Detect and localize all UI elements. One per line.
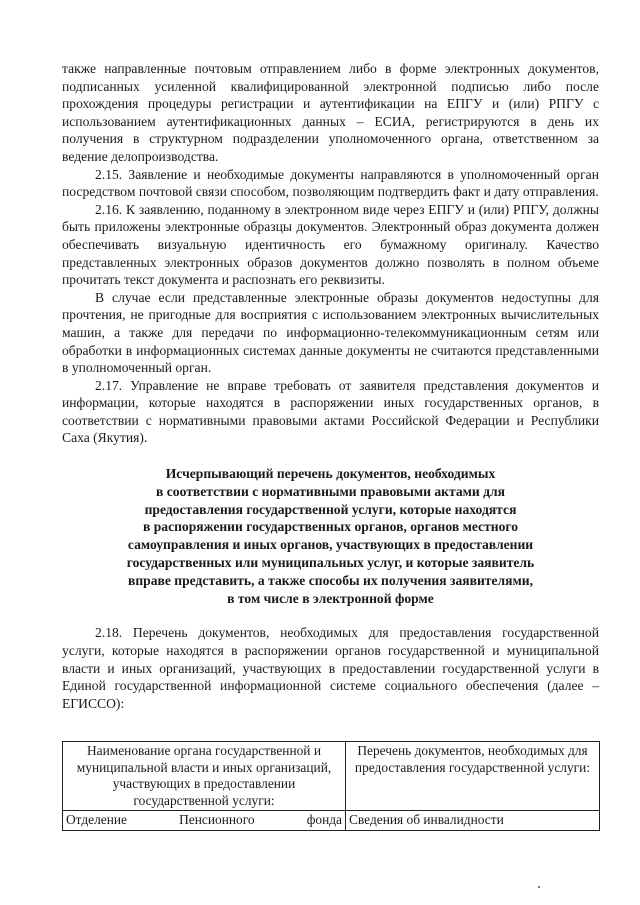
paragraph-2-18: 2.18. Перечень документов, необходимых для предоставления государственной услуги, которые находятся в распоряжении органов государственной и муниципальной власти и иных организаций, участвующих в предоставлении государственной услуги в Единой государственной информационной системе социального обеспечения (далее – ЕГИССО):	[62, 625, 599, 711]
heading-line: Исчерпывающий перечень документов, необходимых	[165, 466, 496, 482]
document-body	[62, 60, 599, 712]
table-row	[63, 811, 600, 831]
cell-organ: Отделение Пенсионного фонда	[63, 811, 346, 831]
paragraph-2-17: 2.17. Управление не вправе требовать от заявителя представления документов и информации, которые находятся в распоряжении иных государственных органов, в соответствии с нормативными правовыми актами Российской Федерации и Республики Саха (Якутия).	[62, 377, 599, 446]
scan-speck	[538, 886, 540, 888]
heading-line: предоставления государственной услуги, которые находятся	[144, 501, 517, 517]
heading-line: в распоряжении государственных органов, органов местного	[142, 519, 519, 535]
heading-line: самоуправления и иных органов, участвующих в предоставлении	[127, 537, 534, 553]
documents-table	[62, 741, 600, 831]
paragraph-2-15: 2.15. Заявление и необходимые документы направляются в уполномоченный орган посредством почтовой связи способом, позволяющим подтвердить факт и дату отправления.	[62, 166, 599, 200]
cell-document: Сведения об инвалидности	[346, 811, 600, 831]
header-organ: Наименование органа государственной и муниципальной власти и иных организаций, участвующих в предоставлении государственной услуги:	[63, 742, 346, 811]
heading-line: государственных или муниципальных услуг, и которые заявитель	[126, 555, 535, 571]
paragraph-2-16: 2.16. К заявлению, поданному в электронном виде через ЕПГУ и (или) РПГУ, должны быть приложены электронные образцы документов. Электронный образ документа должен обеспечивать визуальную идентичность его бумажному оригиналу. Качество представленных электронных образов документов должно позволять в полном объеме прочитать текст документа и распознать его реквизиты.	[62, 201, 599, 288]
heading-line: в том числе в электронной форме	[227, 590, 434, 606]
section-heading	[62, 465, 599, 607]
paragraph-continuation: также направленные почтовым отправлением либо в форме электронных документов, подписанных усиленной квалифицированной электронной подписью либо после прохождения процедуры регистрации и аутентификации на ЕПГУ и (или) РПГУ с использованием аутентификационных данных – ЕСИА, регистрируются в день их получения в структурном подразделении уполномоченного органа, ответственном за ведение делопроизводства.	[62, 61, 599, 164]
paragraph-electronic-images: В случае если представленные электронные образы документов недоступны для прочтения, не пригодные для восприятия с использованием электронных вычислительных машин, а также для передачи по информационно-телекоммуникационным сетям или обработки в информационных системах данные документы не считаются представленными в уполномоченный орган.	[62, 289, 599, 376]
header-documents: Перечень документов, необходимых для предоставления государственной услуги:	[346, 742, 600, 811]
heading-line: в соответствии с нормативными правовыми актами для	[156, 483, 505, 499]
table-header-row	[63, 742, 600, 811]
heading-line: вправе представить, а также способы их получения заявителями,	[127, 572, 533, 588]
